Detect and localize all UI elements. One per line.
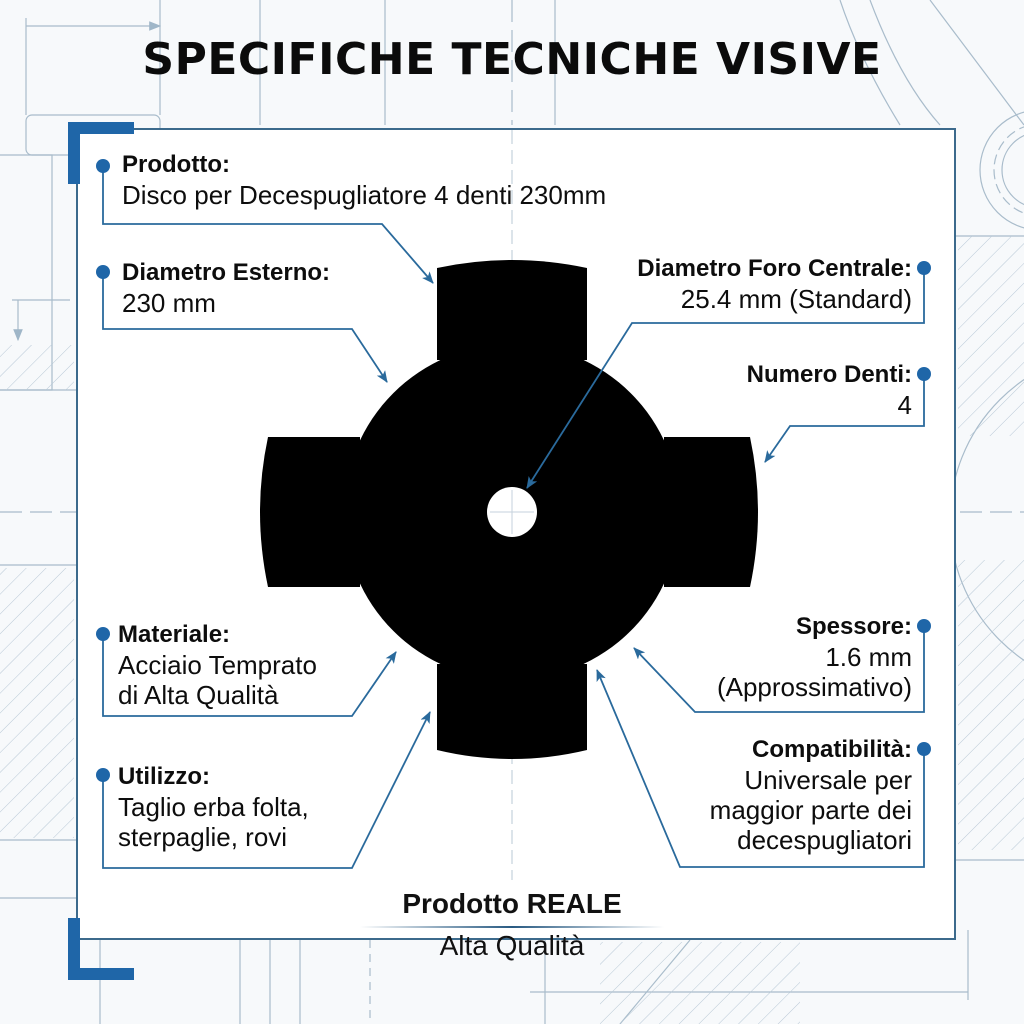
spec-value-line: maggior parte dei	[709, 795, 912, 825]
spec-key: Compatibilità:	[752, 736, 912, 763]
spec-materiale	[118, 620, 317, 710]
footer-divider	[360, 926, 664, 928]
spec-value: 4	[897, 390, 912, 420]
brush-cutter-blade-icon	[260, 260, 758, 759]
spec-prodotto	[122, 150, 606, 210]
spec-value-line: (Approssimativo)	[716, 672, 912, 702]
spec-diametro-esterno	[122, 258, 330, 318]
bullet-dot-icon	[917, 367, 931, 381]
bullet-dot-icon	[917, 742, 931, 756]
bullet-dot-icon	[96, 627, 110, 641]
spec-key: Numero Denti:	[746, 361, 912, 388]
spec-value-line: sterpaglie, rovi	[118, 822, 288, 852]
bullet-dot-icon	[917, 261, 931, 275]
spec-key: Prodotto:	[122, 151, 230, 178]
spec-value-line: Universale per	[744, 765, 912, 795]
spec-value-line: Acciaio Temprato	[118, 650, 317, 680]
spec-key: Diametro Esterno:	[122, 259, 331, 286]
corner-bracket-bottom-left	[68, 918, 134, 980]
spec-value: 230 mm	[122, 288, 216, 318]
bullet-dot-icon	[96, 768, 110, 782]
spec-value-line: Taglio erba folta,	[118, 792, 309, 822]
spec-spessore	[717, 612, 912, 702]
spec-value: 25.4 mm (Standard)	[680, 284, 912, 314]
spec-key: Diametro Foro Centrale:	[637, 255, 912, 282]
footer-subtitle: Alta Qualità	[439, 930, 585, 961]
footer-title: Prodotto REALE	[402, 888, 622, 919]
spec-value: Disco per Decespugliatore 4 denti 230mm	[122, 180, 607, 210]
page-title: SPECIFICHE TECNICHE VISIVE	[142, 34, 882, 85]
bullet-dot-icon	[917, 619, 931, 633]
bullet-dot-icon	[96, 159, 110, 173]
spec-value-line: 1.6 mm	[825, 642, 912, 672]
bullet-dot-icon	[96, 265, 110, 279]
spec-value-line: di Alta Qualità	[118, 680, 279, 710]
spec-compatibilita	[710, 735, 912, 855]
spec-utilizzo	[118, 762, 309, 852]
spec-value-line: decespugliatori	[737, 825, 912, 855]
spec-key: Utilizzo:	[118, 763, 210, 790]
spec-foro-centrale	[637, 254, 912, 314]
spec-numero-denti	[747, 360, 912, 420]
spec-key: Spessore:	[795, 613, 912, 640]
spec-key: Materiale:	[118, 621, 231, 648]
